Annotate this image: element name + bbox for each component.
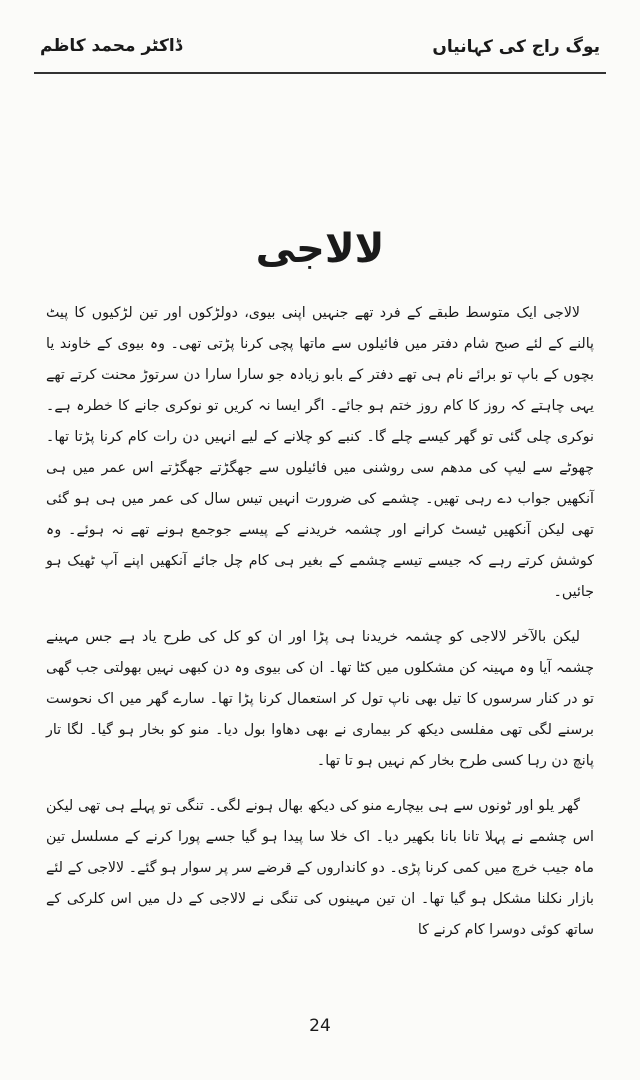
paragraph-3: گھر یلو اور ٹونوں سے ہی بیچارے منو کی دیکھ بھال ہونے لگی۔ تنگی تو پہلے ہی تھی لیکن اس چشمے نے پہلا تانا بانا بکھیر دیا۔ اک خلا سا پیدا ہو گیا جسے پورا کرنے کے مسلسل تین ماہ جیب خرچ میں کمی کرنا پڑی۔ دو کانداروں کے قرضے سر پر سوار ہو گئے۔ لالاجی کے لئے بازار نکلنا مشکل ہو گیا تھا۔ ان تین مہینوں کی تنگی نے لالاجی کے دل میں اس کلرکی کے ساتھ کوئی دوسرا کام کرنے کا	[46, 798, 594, 938]
header-rule	[34, 72, 606, 74]
paragraph-2: لیکن بالآخر لالاجی کو چشمہ خریدنا ہی پڑا اور ان کو کل کی طرح یاد ہے جس مہینے چشمہ آیا وہ مہینہ کن مشکلوں میں کٹا تھا۔ ان کی بیوی وہ دن کبھی نہیں بھولتی جب گھی تو در کنار سرسوں کا تیل بھی ناپ تول کر استعمال کرنا پڑا تھا۔ سارے گھر میں اک نحوست برسنے لگی تھی مفلسی دیکھ کر بیماری نے بھی دھاوا بول دیا۔ منو کو بخار ہو گیا۔ لگا تار پانچ دن رہا کسی طرح بخار کم نہیں ہو تا تھا۔	[46, 629, 594, 769]
paragraph-1: لالاجی ایک متوسط طبقے کے فرد تھے جنہیں اپنی بیوی، دولڑکوں اور تین لڑکیوں کا پیٹ پالنے کے لئے صبح شام دفتر میں فائیلوں سے ماتھا پچی کرنا پڑتی تھی۔ وہ بیوی کے خاوند یا بچوں کے باپ تو برائے نام ہی تھے دفتر کے بابو زیادہ جو سارا سارا دن سرتوڑ محنت کرتے تھے یہی چاہتے کہ روز کا کام روز ختم ہو جائے۔ اگر ایسا نہ کریں تو نوکری جانے کا خطرہ ہے۔ نوکری چلی گئی تو گھر کیسے چلے گا۔ کنبے کو چلانے کے لیے انہیں دن رات کام کرنا پڑتا تھا۔ چھوٹے سے لیپ کی مدھم سی روشنی میں فائیلوں سے جھگڑتے جھگڑتے اس عمر میں ہی آنکھیں جواب دے رہی تھیں۔ چشمے کی ضرورت انہیں تیس سال کی عمر میں ہی ہو گئی تھی لیکن آنکھیں ٹیسٹ کرانے اور چشمہ خریدنے کے پیسے جوجمع ہونے تھے نہ ہوئے۔ وہ کوشش کرتے رہے کہ جیسے تیسے چشمے کے بغیر ہی کام چل جائے آنکھیں اپنے آپ ٹھیک ہو جائیں۔	[46, 305, 594, 600]
book-title: یوگ راج کی کہانیاں	[432, 37, 600, 57]
running-header	[40, 36, 600, 66]
chapter-title: لالاجی	[255, 226, 385, 272]
page-number: 24	[309, 1016, 331, 1036]
author-name: ڈاکٹر محمد کاظم	[40, 36, 183, 56]
body-text	[46, 298, 594, 960]
